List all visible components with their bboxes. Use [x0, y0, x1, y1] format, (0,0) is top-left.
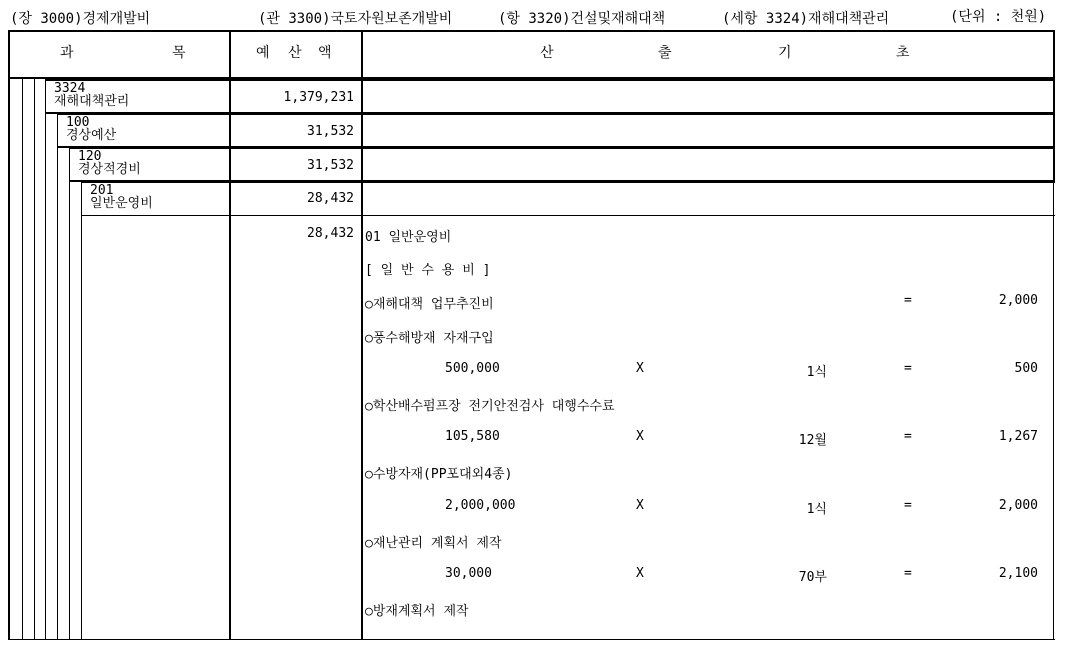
level-code: 100: [66, 115, 90, 130]
calc-total: 500: [1014, 361, 1038, 376]
header-hang: (항 3320)건설및재해대책: [498, 11, 666, 27]
calc-equals: =: [904, 498, 912, 513]
calc-qty: 1식: [806, 365, 827, 380]
level-name: 경상적경비: [78, 162, 141, 177]
col-budget-3: 액: [318, 45, 332, 61]
level-amount: 31,532: [307, 158, 354, 173]
col-subject-2: 목: [172, 45, 186, 61]
calc-equals: =: [904, 429, 912, 444]
calc-multiply: X: [636, 361, 644, 376]
calc-multiply: X: [636, 566, 644, 581]
calc-price: 2,000,000: [445, 498, 516, 513]
header-sehang: (세항 3324)재해대책관리: [722, 11, 890, 27]
col-basis-4: 초: [896, 45, 910, 61]
calc-price: 500,000: [445, 361, 500, 376]
header-jang: (장 3000)경제개발비: [10, 11, 151, 27]
col-budget-1: 예: [256, 45, 270, 61]
level-code: 120: [78, 149, 102, 164]
calc-equals: =: [904, 361, 912, 376]
col-basis-3: 기: [778, 45, 792, 61]
calc-qty: 1식: [806, 502, 827, 517]
item-text: ○풍수해방재 자재구입: [365, 331, 494, 346]
header-gwan: (관 3300)국토자원보존개발비: [258, 11, 453, 27]
level-amount: 31,532: [307, 124, 354, 139]
calc-price: 30,000: [445, 566, 492, 581]
detail-amount: 28,432: [307, 226, 354, 241]
calc-equals: =: [904, 566, 912, 581]
level-name: 재해대책관리: [54, 94, 130, 109]
item-text: ○방재계획서 제작: [365, 604, 469, 619]
level-amount: 28,432: [307, 191, 354, 206]
level-code: 3324: [54, 81, 86, 96]
calc-total: 1,267: [998, 429, 1038, 444]
calc-qty: 70부: [798, 570, 827, 585]
level-name: 일반운영비: [90, 196, 153, 211]
item-text: ○학산배수펌프장 전기안전검사 대행수수료: [365, 399, 615, 414]
col-budget-2: 산: [288, 45, 302, 61]
col-basis-2: 출: [658, 45, 672, 61]
calc-total: 2,000: [998, 498, 1038, 513]
calc-total: 2,100: [998, 566, 1038, 581]
level-code: 201: [90, 183, 114, 198]
item-equals: =: [904, 293, 912, 308]
col-subject-1: 과: [60, 45, 74, 61]
calc-qty: 12월: [798, 433, 827, 448]
detail-title: 01 일반운영비: [365, 230, 452, 245]
item-text: ○재해대책 업무추진비: [365, 297, 494, 312]
level-amount: 1,379,231: [283, 90, 354, 105]
detail-subtitle: [ 일 반 수 용 비 ]: [365, 263, 491, 278]
col-basis-1: 산: [540, 45, 554, 61]
item-text: ○재난관리 계획서 제작: [365, 536, 502, 551]
item-total: 2,000: [998, 293, 1038, 308]
header-unit: (단위 : 천원): [950, 9, 1047, 25]
calc-price: 105,580: [445, 429, 500, 444]
calc-multiply: X: [636, 498, 644, 513]
calc-multiply: X: [636, 429, 644, 444]
level-name: 경상예산: [66, 128, 117, 143]
item-text: ○수방자재(PP포대외4종): [365, 467, 513, 482]
